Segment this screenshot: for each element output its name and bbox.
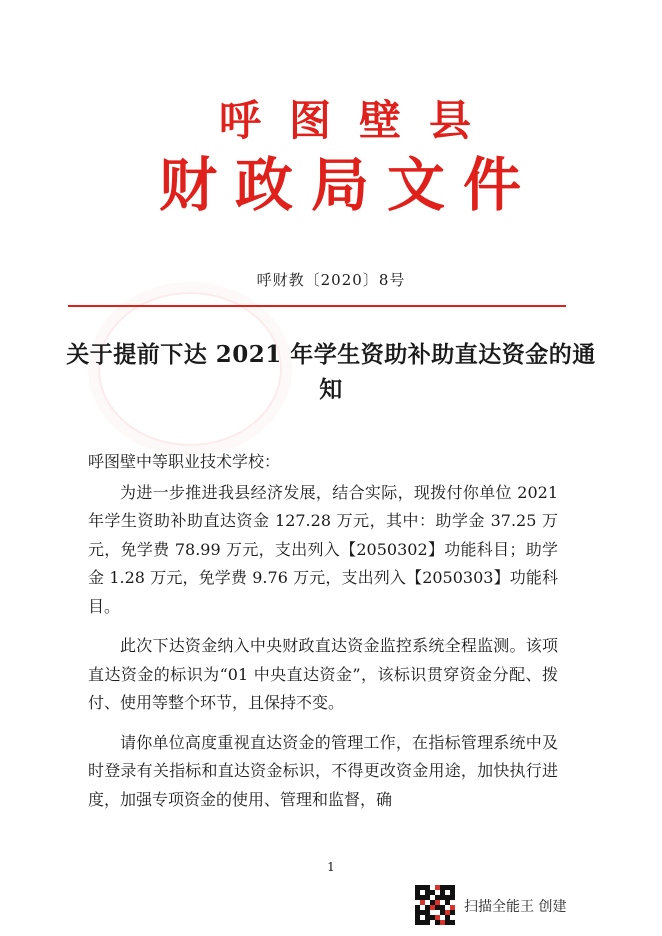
scanner-watermark: 扫描全能王 创建 xyxy=(464,899,567,915)
document-title: 关于提前下达 2021 年学生资助补助直达资金的通知 xyxy=(66,341,596,403)
document-number: 呼财教〔2020〕8号 xyxy=(256,271,406,289)
document-body xyxy=(88,448,558,825)
body-paragraph-3: 请你单位高度重视直达资金的管理工作，在指标管理系统中及时登录有关指标和直达资金标识，不得更改资金用途，加快执行进度，加强专项资金的使用、管理和监督，确 xyxy=(88,732,558,809)
masthead-line-1: 呼图壁县 xyxy=(218,96,499,145)
page-number: 1 xyxy=(327,860,335,874)
red-divider-line xyxy=(68,305,566,307)
body-paragraph-1: 为进一步推进我县经济发展，结合实际，现拨付你单位 2021 年学生资助补助直达资金 127.28 万元，其中：助学金 37.25 万元，免学费 78.99 万元，支出列入【2050302】功能科目；助学金 1.28 万元，免学费 9.76 万元，支出列入【2050303】功能科目。 xyxy=(88,482,558,616)
salutation: 呼图壁中等职业技术学校： xyxy=(88,452,281,471)
qr-code-icon xyxy=(415,885,455,925)
masthead-line-2: 财政局文件 xyxy=(158,151,539,219)
body-paragraph-2: 此次下达资金纳入中央财政直达资金监控系统全程监测。该项直达资金的标识为“01 中央直达资金”，该标识贯穿资金分配、拨付、使用等整个环节，且保持不变。 xyxy=(88,636,558,712)
